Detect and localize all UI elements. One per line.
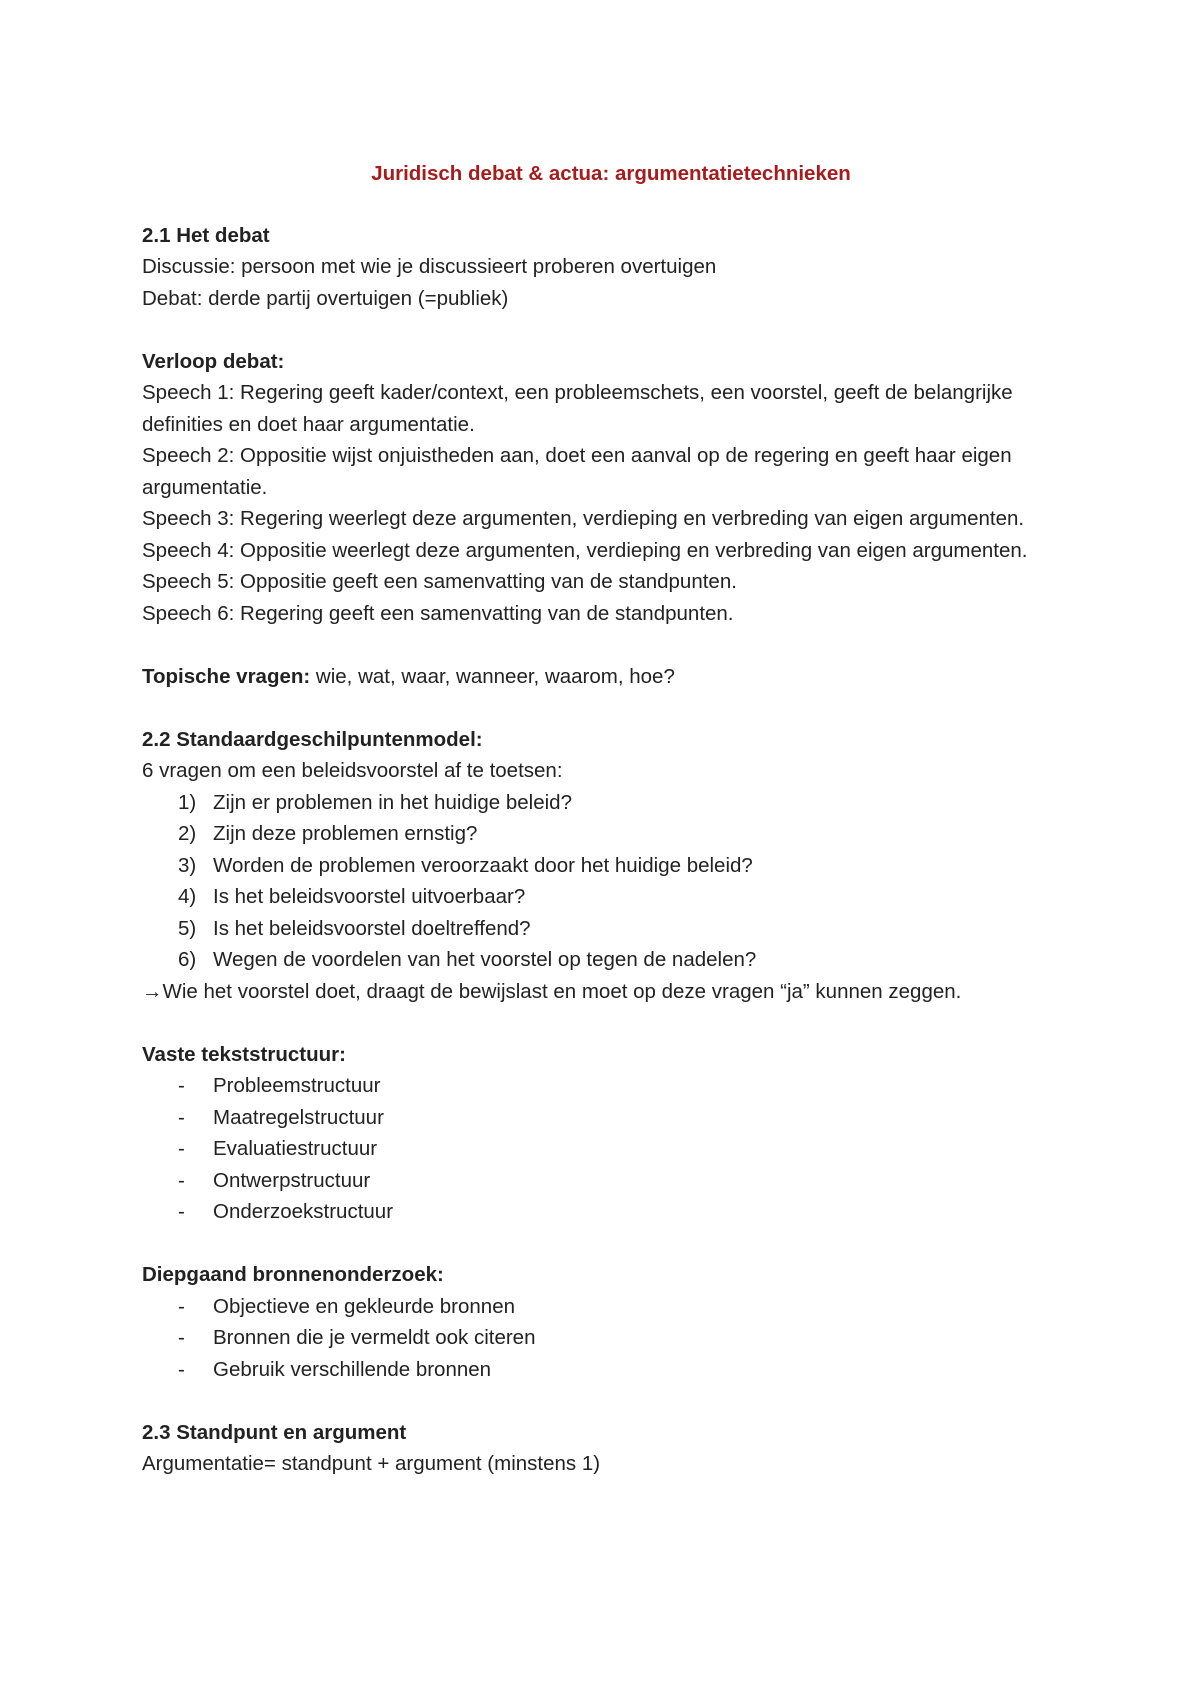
- list-item-text: Is het beleidsvoorstel uitvoerbaar?: [213, 885, 526, 908]
- section-2-1-heading: 2.1 Het debat: [142, 223, 270, 247]
- diepgaand-bronnenonderzoek-heading: Diepgaand bronnenonderzoek:: [142, 1263, 444, 1286]
- list-number: 4): [178, 885, 197, 908]
- list-item-text: Bronnen die je vermeldt ook citeren: [213, 1326, 536, 1349]
- list-item-text: Evaluatiestructuur: [213, 1137, 378, 1160]
- topische-label: Topische vragen:: [142, 664, 311, 688]
- list-number: 5): [178, 916, 197, 940]
- dash-bullet: -: [178, 1137, 185, 1160]
- list-item: [178, 850, 1080, 882]
- topische-vragen: [142, 661, 1080, 693]
- list-item: [178, 787, 1080, 819]
- list-item: [178, 1102, 1080, 1134]
- speech-1: Speech 1: Regering geeft kader/context, een probleemschets, een voorstel, geeft de belangrijke definities en doet haar argumentatie.: [142, 381, 1013, 436]
- section-2-3-heading: 2.3 Standpunt en argument: [142, 1420, 407, 1444]
- topische-text: wie, wat, waar, wanneer, waarom, hoe?: [310, 664, 675, 688]
- dash-bullet: -: [178, 1294, 185, 1318]
- dash-bullet: -: [178, 1200, 185, 1223]
- list-number: 2): [178, 822, 197, 845]
- list-number: 3): [178, 853, 197, 877]
- speech-6: Speech 6: Regering geeft een samenvatting van de standpunten.: [142, 601, 734, 625]
- speech-2: Speech 2: Oppositie wijst onjuistheden aan, doet een aanval op de regering en geeft haar eigen argumentatie.: [142, 444, 1012, 499]
- document-title: Juridisch debat & actua: argumentatietechnieken: [371, 162, 851, 185]
- bewijslast-conclusion: →Wie het voorstel doet, draagt de bewijslast en moet op deze vragen “ja” kunnen zeggen.: [142, 979, 962, 1003]
- verloop-heading: Verloop debat:: [142, 349, 285, 373]
- question-list: [142, 787, 1080, 976]
- dash-bullet: -: [178, 1357, 185, 1381]
- spacer: [142, 629, 1080, 661]
- list-number: 1): [178, 790, 197, 814]
- list-item-text: Zijn er problemen in het huidige beleid?: [213, 790, 572, 814]
- list-item-text: Onderzoekstructuur: [213, 1200, 394, 1223]
- argumentatie-definition: Argumentatie= standpunt + argument (minstens 1): [142, 1452, 601, 1475]
- spacer: [142, 1228, 1080, 1260]
- section-2-2-heading: 2.2 Standaardgeschilpuntenmodel:: [142, 727, 483, 751]
- spacer: [142, 314, 1080, 346]
- list-item-text: Is het beleidsvoorstel doeltreffend?: [213, 916, 531, 940]
- list-item-text: Ontwerpstructuur: [213, 1168, 371, 1192]
- list-item-text: Probleemstructuur: [213, 1074, 381, 1097]
- list-item-text: Objectieve en gekleurde bronnen: [213, 1294, 516, 1318]
- sources-list: [142, 1291, 1080, 1386]
- dash-bullet: -: [178, 1105, 185, 1129]
- structure-list: [142, 1070, 1080, 1228]
- list-item: [178, 1291, 1080, 1323]
- list-item: [178, 1354, 1080, 1386]
- dash-bullet: -: [178, 1326, 185, 1349]
- list-item: [178, 1322, 1080, 1354]
- definition-discussie: Discussie: persoon met wie je discussieert proberen overtuigen: [142, 255, 717, 278]
- speech-3: Speech 3: Regering weerlegt deze argumenten, verdieping en verbreding van eigen argumenten.: [142, 507, 1025, 530]
- speech-4: Speech 4: Oppositie weerlegt deze argumenten, verdieping en verbreding van eigen argumenten.: [142, 538, 1028, 562]
- list-item: [178, 944, 1080, 976]
- spacer: [142, 1007, 1080, 1039]
- list-item: [178, 881, 1080, 913]
- list-item-text: Worden de problemen veroorzaakt door het huidige beleid?: [213, 853, 753, 877]
- list-item: [178, 1133, 1080, 1165]
- list-item: [178, 1196, 1080, 1228]
- list-item: [178, 1070, 1080, 1102]
- list-item-text: Zijn deze problemen ernstig?: [213, 822, 478, 845]
- list-item-text: Wegen de voordelen van het voorstel op tegen de nadelen?: [213, 948, 757, 971]
- section-2-2-intro: 6 vragen om een beleidsvoorstel af te toetsen:: [142, 759, 563, 782]
- definition-debat: Debat: derde partij overtuigen (=publiek): [142, 286, 509, 310]
- vaste-tekststructuur-heading: Vaste tekststructuur:: [142, 1042, 346, 1066]
- list-item: [178, 1165, 1080, 1197]
- spacer: [142, 1385, 1080, 1417]
- list-item-text: Maatregelstructuur: [213, 1105, 384, 1129]
- speech-5: Speech 5: Oppositie geeft een samenvatting van de standpunten.: [142, 570, 737, 593]
- dash-bullet: -: [178, 1074, 185, 1097]
- list-number: 6): [178, 948, 197, 971]
- list-item: [178, 818, 1080, 850]
- list-item-text: Gebruik verschillende bronnen: [213, 1357, 492, 1381]
- list-item: [178, 913, 1080, 945]
- dash-bullet: -: [178, 1168, 185, 1192]
- spacer: [142, 692, 1080, 724]
